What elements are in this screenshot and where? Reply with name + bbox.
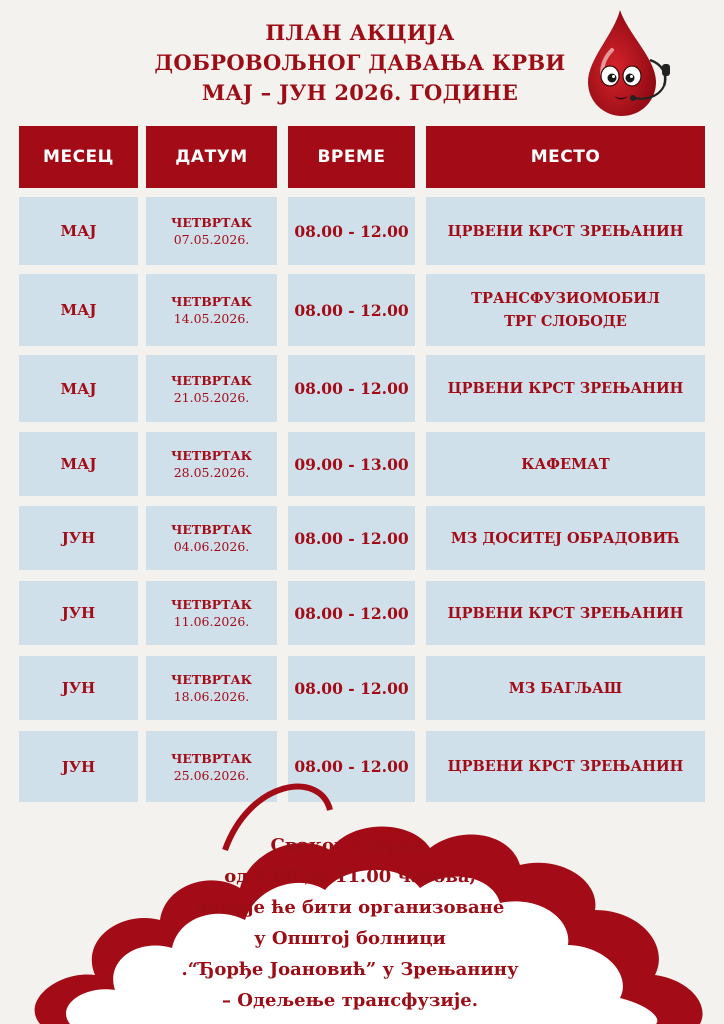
note-line-5: .“Ђорђе Јоановић” у Зрењанину [181, 959, 519, 980]
header-date: ДАТУМ [146, 126, 277, 188]
cell-weekday: ЧЕТВРТАК [170, 215, 253, 230]
note-line-6: – Одељење трансфузије. [222, 990, 478, 1011]
cell-date-value: 11.06.2026. [173, 614, 250, 629]
cell-month: МАЈ [19, 197, 138, 265]
cell-weekday: ЧЕТВРТАК [170, 597, 253, 612]
cell-place [426, 355, 705, 422]
cell-date-value: 21.05.2026. [173, 389, 250, 405]
cell-place [426, 197, 705, 265]
cell-date-value: 07.05.2026. [173, 232, 250, 247]
cell-place [426, 432, 705, 496]
title-line-2: ДОБРОВОЉНОГ ДАВАЊА КРВИ [154, 50, 566, 75]
cell-date-value: 14.05.2026. [173, 311, 250, 326]
cell-place-line-1: КАФЕМАТ [521, 455, 610, 473]
cell-place-line-2: ТРГ СЛОБОДЕ [504, 313, 627, 330]
cell-place-line-1: МЗ ДОСИТЕЈ ОБРАДОВИЋ [450, 529, 681, 547]
cell-date [146, 506, 277, 570]
cell-weekday: ЧЕТВРТАК [170, 672, 253, 687]
cell-month: ЈУН [19, 581, 138, 645]
cell-place [426, 581, 705, 645]
cell-weekday: ЧЕТВРТАК [170, 750, 253, 766]
header-place: МЕСТО [426, 126, 705, 188]
cell-place [426, 506, 705, 570]
cell-month: ЈУН [19, 656, 138, 720]
cell-date [146, 355, 277, 422]
cell-month: МАЈ [19, 432, 138, 496]
cell-month: МАЈ [19, 274, 138, 346]
cell-place-line-1: ЦРВЕНИ КРСТ ЗРЕЊАНИН [447, 380, 684, 397]
cell-time: 08.00 - 12.00 [288, 656, 415, 720]
cell-place-line-1: ЦРВЕНИ КРСТ ЗРЕЊАНИН [447, 222, 684, 240]
cell-time: 08.00 - 12.00 [288, 731, 415, 802]
info-note [130, 830, 570, 1016]
blood-drop-mascot-icon [578, 4, 678, 124]
note-line-4: у Општој болници [254, 928, 446, 949]
cell-date [146, 581, 277, 645]
cell-place-line-1: ТРАНСФУЗИОМОБИЛ [471, 290, 660, 307]
cell-weekday: ЧЕТВРТАК [170, 522, 253, 537]
cell-date [146, 274, 277, 346]
cell-place-line-1: ЦРВЕНИ КРСТ ЗРЕЊАНИН [447, 604, 684, 622]
cell-date-value: 25.06.2026. [173, 767, 250, 783]
cell-date-value: 28.05.2026. [173, 465, 250, 480]
cell-place [426, 274, 705, 346]
cell-month: ЈУН [19, 506, 138, 570]
note-line-3: акције ће бити организоване [195, 897, 505, 918]
cell-date [146, 197, 277, 265]
cell-date [146, 656, 277, 720]
title-line-3: МАЈ – ЈУН 2026. ГОДИНЕ [201, 80, 519, 105]
cell-place [426, 656, 705, 720]
cell-time: 09.00 - 13.00 [288, 432, 415, 496]
cell-month: ЈУН [19, 731, 138, 802]
cell-time: 08.00 - 12.00 [288, 581, 415, 645]
cell-time: 08.00 - 12.00 [288, 274, 415, 346]
cell-place-line-1: МЗ БАГЉАШ [508, 679, 623, 697]
title-line-1: ПЛАН АКЦИЈА [265, 20, 455, 45]
cell-weekday: ЧЕТВРТАК [170, 294, 253, 309]
cell-time: 08.00 - 12.00 [288, 506, 415, 570]
cell-weekday: ЧЕТВРТАК [170, 448, 253, 463]
cell-date-value: 04.06.2026. [173, 539, 250, 554]
cell-time: 08.00 - 12.00 [288, 355, 415, 422]
note-line-1: Сваког уторка, [270, 835, 430, 856]
note-line-2: од 8.00 до 11.00 часова, [224, 866, 476, 887]
page-title [150, 18, 570, 108]
cell-place-line-1: ЦРВЕНИ КРСТ ЗРЕЊАНИН [447, 758, 684, 775]
cell-month: МАЈ [19, 355, 138, 422]
header-month: МЕСЕЦ [19, 126, 138, 188]
cell-weekday: ЧЕТВРТАК [170, 372, 253, 388]
header-time: ВРЕМЕ [288, 126, 415, 188]
cell-date [146, 432, 277, 496]
cell-date-value: 18.06.2026. [173, 689, 250, 704]
cell-time: 08.00 - 12.00 [288, 197, 415, 265]
